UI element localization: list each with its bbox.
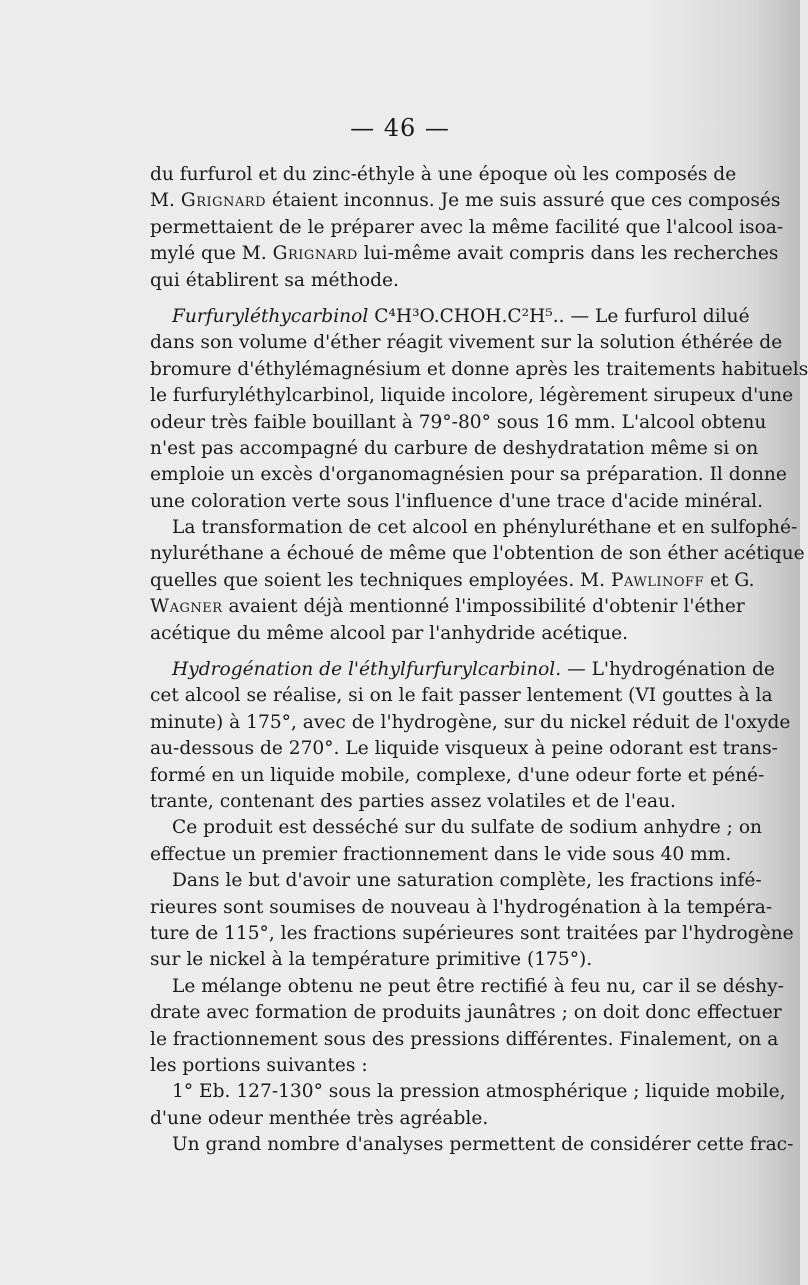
text-line: le fractionnement sous des pressions différentes. Finalement, on a (150, 1028, 779, 1050)
text-line: acétique du même alcool par l'anhydride acétique. (150, 622, 629, 644)
text-line: Furfuryléthycarbinol C⁴H³O.CHOH.C²H⁵.. — Le furfurol dilué (172, 305, 750, 327)
page-number: — 46 — (350, 114, 450, 142)
text-line: minute) à 175°, avec de l'hydrogène, sur du nickel réduit de l'oxyde (150, 711, 791, 733)
text-line: sur le nickel à la température primitive (175°). (150, 949, 593, 971)
text-line: les portions suivantes : (150, 1054, 368, 1076)
text-line: une coloration verte sous l'influence d'une trace d'acide minéral. (150, 490, 764, 512)
text-line: emploie un excès d'organomagnésien pour sa préparation. Il donne (150, 464, 787, 486)
text-line: drate avec formation de produits jaunâtres ; on doit donc effectuer (150, 1002, 782, 1024)
text-line: ture de 115°, les fractions supérieures sont traitées par l'hydrogène (150, 922, 794, 944)
text-line: Un grand nombre d'analyses permettent de considérer cette frac- (172, 1134, 794, 1156)
text-line: cet alcool se réalise, si on le fait passer lentement (VI gouttes à la (150, 685, 773, 707)
text-line: nyluréthane a échoué de même que l'obtention de son éther acétique (150, 543, 805, 565)
text-line: Wagner avaient déjà mentionné l'impossibilité d'obtenir l'éther (150, 596, 745, 618)
text-line: formé en un liquide mobile, complexe, d'une odeur forte et péné- (150, 764, 765, 786)
text-line: La transformation de cet alcool en phényluréthane et en sulfophé- (172, 517, 798, 539)
text-line: au-dessous de 270°. Le liquide visqueux à peine odorant est trans- (150, 738, 778, 760)
text-line: mylé que M. Grignard lui-même avait compris dans les recherches (150, 243, 779, 265)
text-line: bromure d'éthylémagnésium et donne après les traitements habituels (150, 358, 808, 380)
text-line: du furfurol et du zinc-éthyle à une époque où les composés de (150, 164, 737, 185)
text-line: qui établirent sa méthode. (150, 269, 399, 291)
text-line: trante, contenant des parties assez volatiles et de l'eau. (150, 790, 676, 812)
text-line: Le mélange obtenu ne peut être rectifié à feu nu, car il se déshy- (172, 975, 784, 997)
text-line: Ce produit est desséché sur du sulfate de sodium anhydre ; on (172, 817, 762, 839)
text-line: dans son volume d'éther réagit vivement sur la solution éthérée de (150, 332, 783, 354)
text-line: le furfuryléthylcarbinol, liquide incolore, légèrement sirupeux d'une (150, 385, 794, 407)
text-line: M. Grignard étaient inconnus. Je me suis assuré que ces composés (150, 190, 781, 212)
text-line: quelles que soient les techniques employées. M. Pawlinoff et G. (150, 569, 755, 591)
text-line: Hydrogénation de l'éthylfurfurylcarbinol. — L'hydrogénation de (172, 659, 775, 681)
text-line: 1° Eb. 127-130° sous la pression atmosphérique ; liquide mobile, (172, 1081, 786, 1103)
text-line: d'une odeur menthée très agréable. (150, 1107, 489, 1129)
text-line: odeur très faible bouillant à 79°-80° sous 16 mm. L'alcool obtenu (150, 411, 767, 433)
text-line: permettaient de le préparer avec la même facilité que l'alcool isoa- (150, 216, 784, 238)
text-line: n'est pas accompagné du carbure de deshydratation même si on (150, 437, 759, 459)
page-body (150, 162, 808, 1158)
text-line: rieures sont soumises de nouveau à l'hydrogénation à la tempéra- (150, 896, 773, 918)
text-line: effectue un premier fractionnement dans le vide sous 40 mm. (150, 843, 732, 865)
text-line: Dans le but d'avoir une saturation complète, les fractions infé- (172, 870, 762, 892)
